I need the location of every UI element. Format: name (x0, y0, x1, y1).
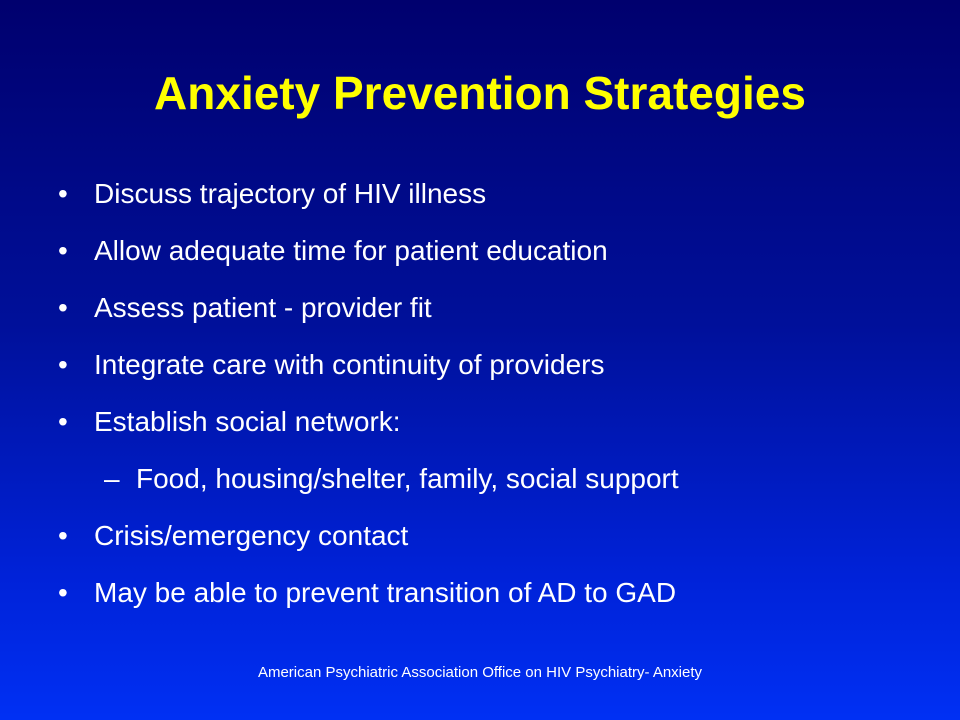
bullet-item (0, 393, 960, 450)
bullet-text: May be able to prevent transition of AD to GAD (94, 577, 677, 608)
bullet-item (0, 507, 960, 564)
bullet-marker: • (58, 520, 68, 551)
bullet-text: Crisis/emergency contact (94, 520, 409, 551)
bullet-list (0, 165, 960, 621)
bullet-item (0, 165, 960, 222)
bullet-text: Discuss trajectory of HIV illness (94, 178, 487, 209)
bullet-marker: • (58, 349, 68, 380)
bullet-text: Establish social network: (94, 406, 401, 437)
bullet-text: Integrate care with continuity of providers (94, 349, 605, 380)
bullet-item (0, 336, 960, 393)
bullet-item (0, 564, 960, 621)
bullet-marker: • (58, 292, 68, 323)
sub-bullet-text: Food, housing/shelter, family, social support (136, 463, 679, 494)
bullet-text: Assess patient - provider fit (94, 292, 432, 323)
bullet-item (0, 279, 960, 336)
sub-bullet-marker: – (104, 463, 120, 494)
bullet-marker: • (58, 178, 68, 209)
slide-title: Anxiety Prevention Strategies (154, 67, 806, 119)
bullet-item (0, 222, 960, 279)
bullet-marker: • (58, 577, 68, 608)
bullet-marker: • (58, 235, 68, 266)
sub-bullet-item (0, 450, 960, 507)
bullet-text: Allow adequate time for patient education (94, 235, 608, 266)
slide-footer: American Psychiatric Association Office on HIV Psychiatry- Anxiety (257, 664, 703, 681)
bullet-marker: • (58, 406, 68, 437)
